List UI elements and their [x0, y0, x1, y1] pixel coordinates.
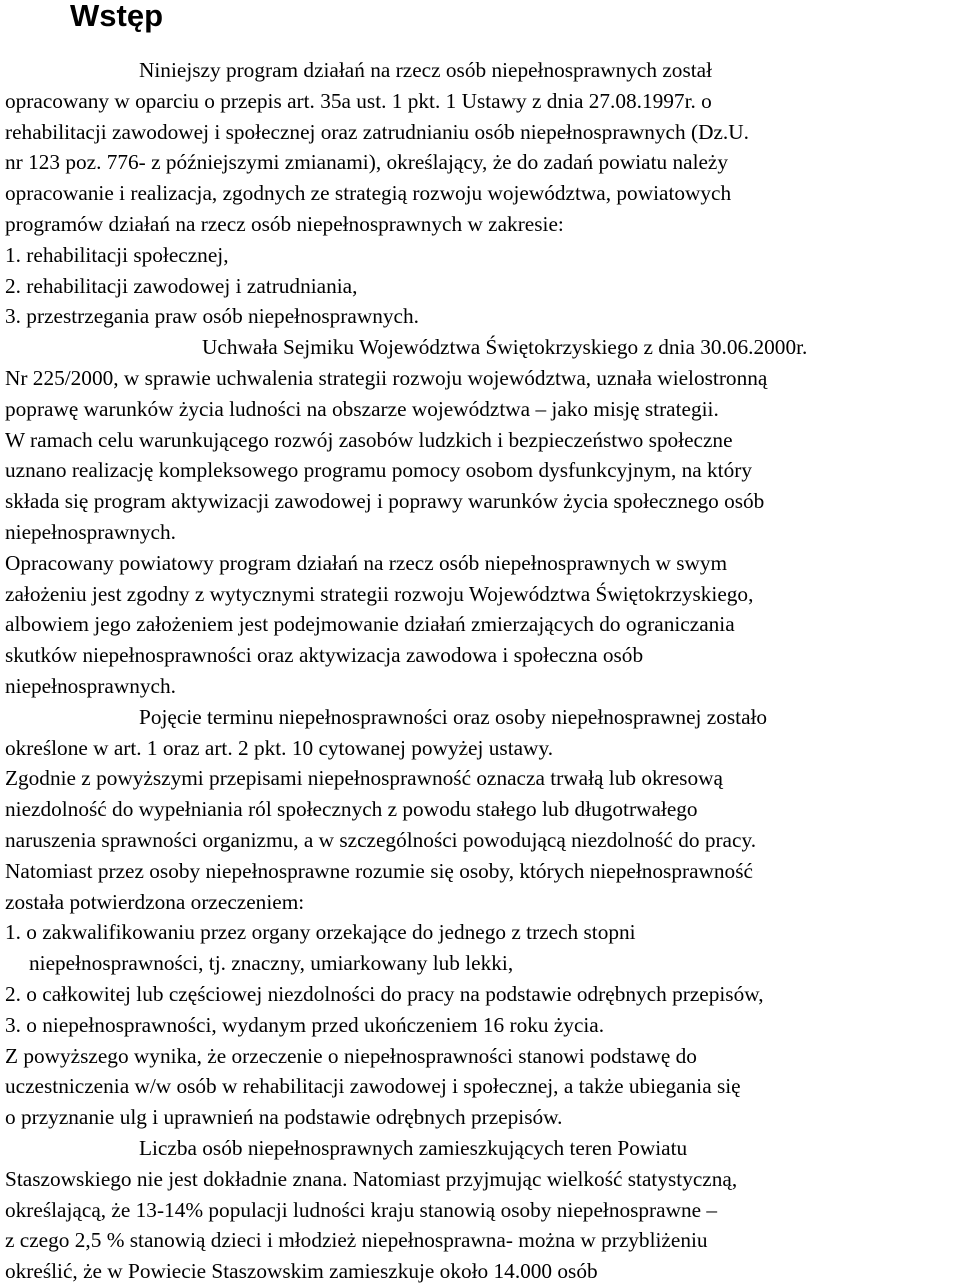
text-line: określającą, że 13-14% populacji ludności kraju stanowią osoby niepełnosprawne – [5, 1197, 718, 1222]
text-line: 3. o niepełnosprawności, wydanym przed ukończeniem 16 roku życia. [5, 1012, 605, 1037]
text-line: rehabilitacji zawodowej i społecznej oraz zatrudnianiu osób niepełnosprawnych (Dz.U. [5, 119, 749, 144]
text-line: o przyznanie ulg i uprawnień na podstawie odrębnych przepisów. [5, 1105, 563, 1130]
text-line: opracowanie i realizacja, zgodnych ze strategią rozwoju województwa, powiatowych [5, 181, 732, 206]
text-line: 2. rehabilitacji zawodowej i zatrudniania, [5, 273, 358, 298]
text-line: została potwierdzona orzeczeniem: [5, 889, 305, 914]
text-line: założeniu jest zgodny z wytycznymi strategii rozwoju Województwa Świętokrzyskiego, [5, 581, 754, 606]
text-line: skutków niepełnosprawności oraz aktywizacja zawodowa i społeczna osób [5, 643, 644, 668]
text-line: Pojęcie terminu niepełnosprawności oraz osoby niepełnosprawnej zostało [139, 704, 768, 729]
text-line: określone w art. 1 oraz art. 2 pkt. 10 cytowanej powyżej ustawy. [5, 735, 554, 760]
text-line: nr 123 poz. 776- z późniejszymi zmianami), określający, że do zadań powiatu należy [5, 150, 729, 175]
text-line: opracowany w oparciu o przepis art. 35a ust. 1 pkt. 1 Ustawy z dnia 27.08.1997r. o [5, 88, 712, 113]
text-line: 3. przestrzegania praw osób niepełnosprawnych. [5, 304, 419, 329]
text-line: W ramach celu warunkującego rozwój zasobów ludzkich i bezpieczeństwo społeczne [5, 427, 733, 452]
text-line: programów działań na rzecz osób niepełnosprawnych w zakresie: [5, 212, 564, 236]
text-line: Nr 225/2000, w sprawie uchwalenia strategii rozwoju województwa, uznała wielostronną [5, 366, 768, 390]
text-line: Liczba osób niepełnosprawnych zamieszkujących teren Powiatu [139, 1136, 688, 1160]
page-heading: Wstęp [70, 0, 163, 33]
text-line: poprawę warunków życia ludności na obszarze województwa – jako misję strategii. [5, 396, 719, 421]
text-line: niepełnosprawnych. [5, 520, 176, 544]
text-line: Staszowskiego nie jest dokładnie znana. Natomiast przyjmując wielkość statystyczną, [5, 1166, 738, 1191]
text-line: uznano realizację kompleksowego programu pomocy osobom dysfunkcyjnym, na który [5, 458, 752, 483]
text-line: Z powyższego wynika, że orzeczenie o niepełnosprawności stanowi podstawę do [5, 1043, 697, 1068]
text-line: określić, że w Powiecie Staszowskim zamieszkuje około 14.000 osób [5, 1259, 598, 1284]
text-line: z czego 2,5 % stanowią dzieci i młodzież niepełnosprawna- można w przybliżeniu [5, 1228, 708, 1253]
text-line: naruszenia sprawności organizmu, a w szczególności powodującą niezdolność do pracy. [5, 828, 757, 852]
text-line: Uchwała Sejmiku Województwa Świętokrzyskiego z dnia 30.06.2000r. [202, 335, 808, 360]
text-line: składa się program aktywizacji zawodowej i poprawy warunków życia społecznego osób [5, 489, 765, 514]
text-line: Zgodnie z powyższymi przepisami niepełnosprawność oznacza trwałą lub okresową [5, 766, 723, 791]
text-line: albowiem jego założeniem jest podejmowanie działań zmierzających do ograniczania [5, 612, 735, 637]
text-line: Natomiast przez osoby niepełnosprawne rozumie się osoby, których niepełnosprawność [5, 858, 753, 883]
text-line: 2. o całkowitej lub częściowej niezdolności do pracy na podstawie odrębnych przepisów, [5, 982, 764, 1006]
text-line: niepełnosprawnych. [5, 674, 176, 698]
text-line: 1. rehabilitacji społecznej, [5, 242, 229, 267]
text-line: Opracowany powiatowy program działań na rzecz osób niepełnosprawnych w swym [5, 550, 728, 575]
text-line: Niniejszy program działań na rzecz osób niepełnosprawnych został [139, 58, 713, 82]
text-line: niezdolność do wypełniania ról społecznych z powodu stałego lub długotrwałego [5, 797, 698, 822]
text-line: uczestniczenia w/w osób w rehabilitacji zawodowej i społecznej, a także ubiegania się [5, 1074, 741, 1099]
text-line: niepełnosprawności, tj. znaczny, umiarkowany lub lekki, [29, 951, 514, 976]
text-line: 1. o zakwalifikowaniu przez organy orzekające do jednego z trzech stopni [5, 920, 636, 945]
